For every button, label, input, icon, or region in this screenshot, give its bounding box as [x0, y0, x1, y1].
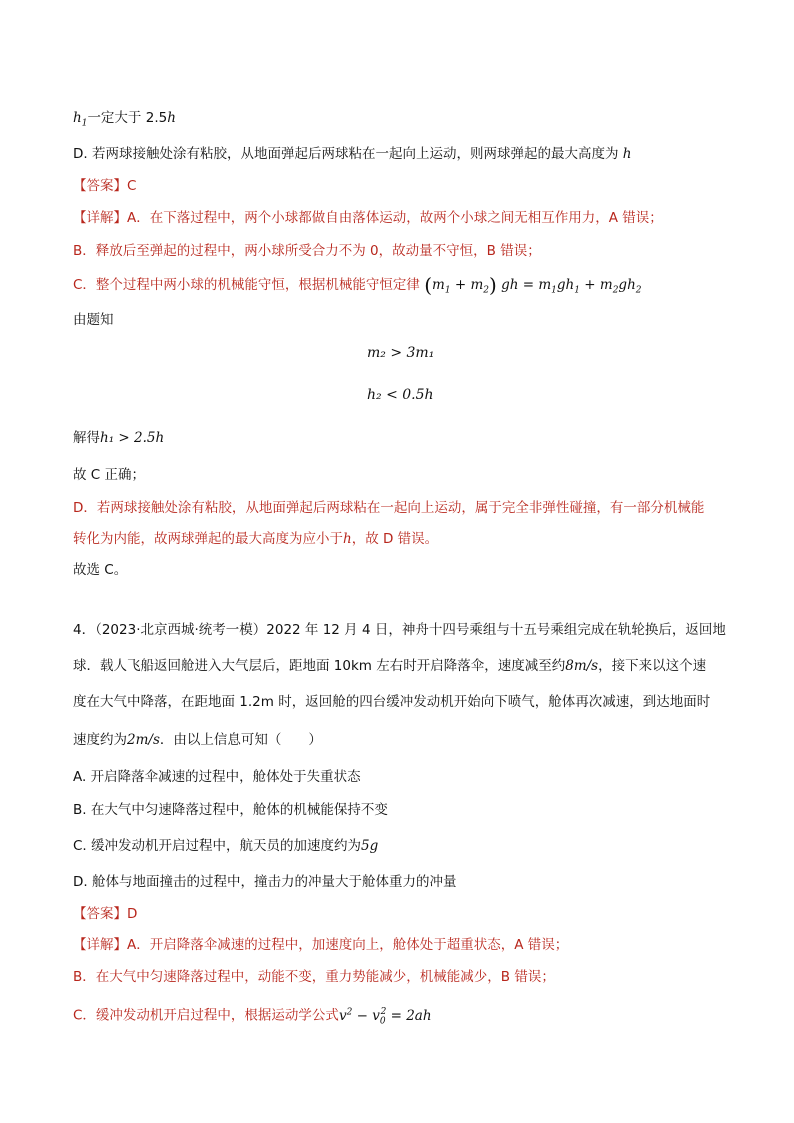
detail-a-text: A．在下落过程中，两个小球都做自由落体运动，故两个小球之间无相互作用力，A 错误；: [127, 210, 663, 226]
q3-option-c-tail: [73, 108, 176, 134]
speed-value: 8m/s: [565, 658, 599, 674]
q3-detail-b: B．释放后至弹起的过程中，两小球所受合力不为 0，故动量不守恒，B 错误；: [73, 243, 541, 259]
q4-option-b: B. 在大气中匀速降落过程中，舱体的机械能保持不变: [73, 802, 388, 818]
option-c-text: 一定大于 2.5: [87, 110, 168, 126]
solve-label: 解得: [73, 430, 100, 446]
q4-option-a: A. 开启降落伞减速的过程中，舱体处于失重状态: [73, 769, 361, 785]
q4-option-d: D. 舱体与地面撞击的过程中，撞击力的冲量大于舱体重力的冲量: [73, 874, 457, 890]
kinematics-equation: $v^2 - v_0^2 = 2ah$: [338, 1007, 432, 1027]
stem-text: 球．载人飞船返回舱进入大气层后，距地面 10km 左右时开启降落伞，速度减至约: [73, 658, 566, 674]
equation-h2: h₂ < 0.5h: [367, 387, 434, 403]
speed-value: 2m/s: [127, 732, 160, 748]
var-h: h: [167, 110, 176, 126]
q4-option-c: [73, 836, 378, 856]
q4-detail-c: [73, 1002, 432, 1031]
detail-d-tail: ，故 D 错误。: [351, 531, 439, 547]
q4-detail-b: B．在大气中匀速降落过程中，动能不变，重力势能减少，机械能减少，B 错误；: [73, 969, 555, 985]
q3-detail-d-line1: D．若两球接触处涂有粘胶，从地面弹起后两球粘在一起向上运动，属于完全非弹性碰撞，有一部分机械能: [73, 500, 705, 516]
q3-choose: 故选 C。: [73, 562, 128, 578]
q4-answer: [73, 904, 137, 924]
var-h: h: [622, 146, 632, 162]
detail-label: 【详解】: [73, 937, 127, 953]
q3-solve: [73, 428, 164, 448]
stem-text: 速度约为: [73, 732, 127, 748]
equation-m2: m₂ > 3m₁: [367, 345, 435, 361]
q3-option-d: [73, 144, 631, 164]
q4-detail-a: [73, 935, 568, 955]
energy-equation: $(m_1 + m_2)$ gh = $m_1gh_1 + m_2gh_2$: [424, 273, 642, 297]
option-c-text: C. 缓冲发动机开启过程中，航天员的加速度约为: [73, 838, 362, 854]
q3-known: 由题知: [73, 312, 114, 328]
q3-detail-d-line2: [73, 529, 438, 549]
q3-correct-c: 故 C 正确；: [73, 467, 146, 483]
q3-answer: [73, 176, 136, 196]
stem-text-tail: ，接下来以这个速: [598, 658, 707, 674]
q4-stem-line2: [73, 656, 706, 676]
q4-stem-line3: 度在大气中降落，在距地面 1.2m 时，返回舱的四台缓冲发动机开始向下喷气，舱体再次减速，到达地面时: [73, 694, 711, 710]
answer-value: D: [127, 906, 138, 922]
var-h: h: [343, 531, 352, 547]
answer-label: 【答案】: [73, 178, 127, 194]
var-h1: $h_1$: [73, 110, 88, 129]
q3-detail-c: [73, 275, 642, 301]
detail-d-text: 转化为内能，故两球弹起的最大高度为应小于: [73, 531, 343, 547]
answer-label: 【答案】: [73, 906, 127, 922]
detail-c-text: C．整个过程中两小球的机械能守恒，根据机械能守恒定律: [73, 277, 420, 293]
detail-label: 【详解】: [73, 210, 127, 226]
q4-stem-line1: 4．（2023·北京西城·统考一模）2022 年 12 月 4 日，神舟十四号乘组与十五号乘组完成在轨轮换后，返回地: [73, 622, 726, 638]
acceleration-value: 5g: [361, 838, 379, 854]
stem-text-tail: ．由以上信息可知（ ）: [159, 732, 322, 748]
option-d-text: D. 若两球接触处涂有粘胶，从地面弹起后两球粘在一起向上运动，则两球弹起的最大高度为: [73, 146, 619, 162]
q4-stem-line4: [73, 730, 322, 750]
q3-detail-a: [73, 208, 663, 228]
answer-value: C: [127, 178, 137, 194]
detail-c-text: C．缓冲发动机开启过程中，根据运动学公式: [73, 1007, 339, 1024]
detail-a-text: A．开启降落伞减速的过程中，加速度向上，舱体处于超重状态，A 错误；: [127, 937, 569, 953]
solve-expression: h₁ > 2.5h: [100, 430, 165, 446]
